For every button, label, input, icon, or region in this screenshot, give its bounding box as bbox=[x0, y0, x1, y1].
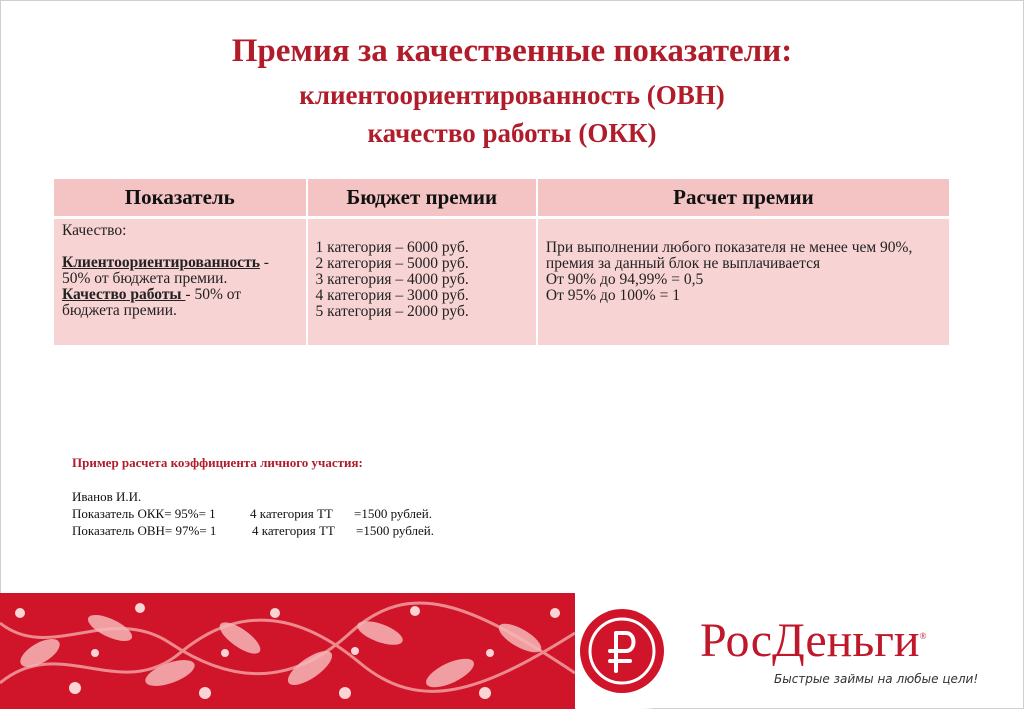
quality-intro: Качество: bbox=[62, 222, 127, 239]
calc-rule: От 95% до 100% = 1 bbox=[545, 287, 680, 304]
example-amount: =1500 рублей. bbox=[354, 506, 432, 521]
indicator-client-share: - 50% от бюджета премии. bbox=[62, 254, 269, 287]
calculation-example bbox=[72, 454, 434, 539]
budget-line: 5 категория – 2000 руб. bbox=[315, 303, 469, 320]
example-heading: Пример расчета коэффициента личного участия: bbox=[72, 455, 363, 470]
header-calculation: Расчет премии bbox=[537, 178, 950, 218]
calc-rule: При выполнении любого показателя не менее чем 90%, премия за данный блок не выплачивается bbox=[545, 239, 913, 272]
example-amount: =1500 рублей. bbox=[356, 523, 434, 538]
example-row bbox=[72, 522, 434, 539]
cell-calculation bbox=[537, 218, 950, 347]
brand-name bbox=[700, 613, 926, 668]
khokhloma-ornament bbox=[0, 593, 575, 709]
budget-line: 2 категория – 5000 руб. bbox=[315, 255, 469, 272]
brand-name-text: РосДеньги bbox=[700, 614, 920, 667]
cell-budget bbox=[307, 218, 537, 347]
cell-indicator bbox=[53, 218, 307, 347]
ruble-circle-icon bbox=[560, 593, 720, 709]
header-budget: Бюджет премии bbox=[307, 178, 537, 218]
table-row bbox=[53, 218, 950, 347]
budget-line: 3 категория – 4000 руб. bbox=[315, 271, 469, 288]
brand-slogan: Быстрые займы на любые цели! bbox=[774, 672, 979, 686]
table-header-row bbox=[53, 178, 950, 218]
example-category: 4 категория ТТ bbox=[250, 506, 333, 521]
header-indicator: Показатель bbox=[53, 178, 307, 218]
indicator-client bbox=[62, 255, 298, 287]
indicator-quality-name: Качество работы bbox=[62, 286, 186, 303]
calc-rule: От 90% до 94,99% = 0,5 bbox=[545, 271, 704, 288]
registered-mark: ® bbox=[919, 631, 927, 641]
ornament-banner bbox=[0, 593, 575, 709]
example-indicator: Показатель ОКК= 95%= 1 bbox=[72, 506, 216, 521]
example-name: Иванов И.И. bbox=[72, 489, 142, 504]
slide-subtitle-1: клиентоориентированность (ОВН) bbox=[299, 80, 725, 110]
budget-line: 1 категория – 6000 руб. bbox=[315, 239, 469, 256]
example-category: 4 категория ТТ bbox=[252, 523, 335, 538]
example-indicator: Показатель ОВН= 97%= 1 bbox=[72, 523, 217, 538]
indicator-quality-share: - 50% от бюджета премии. bbox=[62, 286, 242, 319]
bonus-table bbox=[52, 177, 951, 347]
slide-title: Премия за качественные показатели: bbox=[231, 33, 793, 69]
indicator-client-name: Клиентоориентированность bbox=[62, 254, 260, 271]
slide-subtitle-2: качество работы (ОКК) bbox=[367, 118, 657, 148]
example-row bbox=[72, 505, 434, 522]
budget-line: 4 категория – 3000 руб. bbox=[315, 287, 469, 304]
indicator-quality bbox=[62, 287, 298, 319]
